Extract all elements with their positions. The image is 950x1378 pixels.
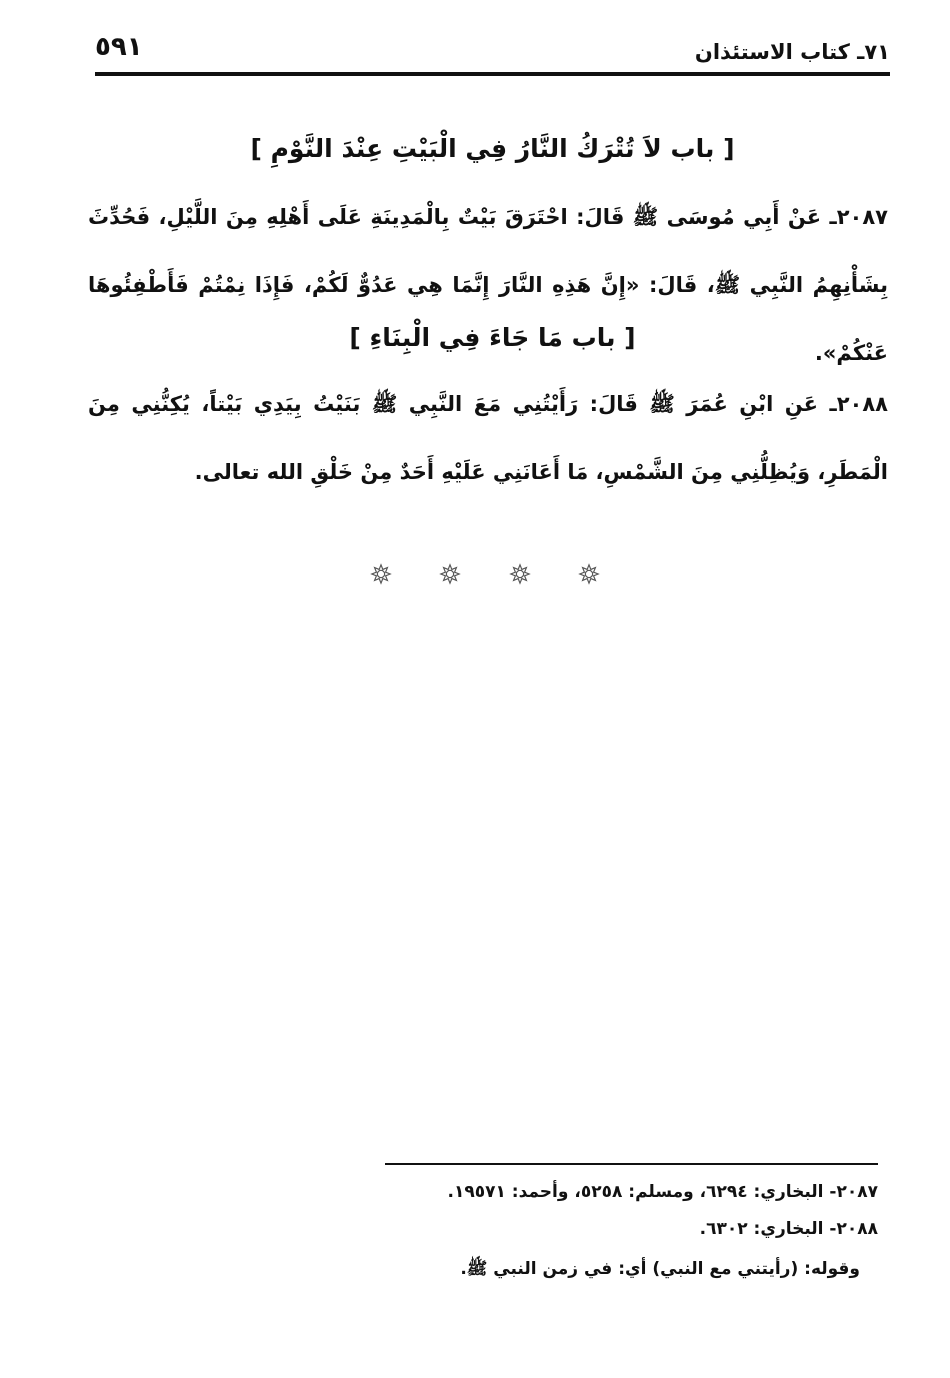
footnote-2087: ٢٠٨٧- البخاري: ٦٢٩٤، ومسلم: ٥٢٥٨، وأحمد: ١٩٥٧١. (447, 1182, 878, 1202)
flower-ornament-icon (370, 563, 392, 585)
hadith-2087 (88, 183, 888, 387)
section-divider (370, 560, 600, 588)
chapter-heading-building: [ باب مَا جَاءَ فِي الْبِنَاءِ ] (349, 323, 636, 352)
footnote-rule (385, 1163, 878, 1165)
footnote-explanation: وقوله: (رأيتني مع النبي) أي: في زمن النبي ﷺ. (460, 1259, 860, 1279)
running-title: ٧١ـ كتاب الاستئذان (694, 40, 890, 64)
header-rule (95, 72, 890, 76)
page-header (95, 26, 890, 72)
flower-ornament-icon (578, 563, 600, 585)
footnote-2088: ٢٠٨٨- البخاري: ٦٣٠٢. (699, 1219, 878, 1239)
flower-ornament-icon (509, 563, 531, 585)
page-number: ٥٩١ (95, 32, 143, 62)
chapter-heading-fire: [ باب لاَ تُتْرَكُ النَّارُ فِي الْبَيْتِ عِنْدَ النَّوْمِ ] (250, 134, 735, 163)
hadith-text: عَنِ ابْنِ عُمَرَ ﷺ قَالَ: رَأَيْتُنِي مَعَ النَّبِي ﷺ بَنَيْتُ بِيَدِي بَيْتاً، يُكِنُّنِي مِنَ الْمَطَرِ، وَيُظِلُّنِي مِنَ الشَّمْسِ، مَا أَعَانَنِي عَلَيْهِ أَحَدٌ مِنْ خَلْقِ الله تعالى. (88, 392, 888, 484)
flower-ornament-icon (439, 563, 461, 585)
hadith-number: ٢٠٨٨ـ (829, 392, 888, 416)
hadith-number: ٢٠٨٧ـ (829, 205, 888, 229)
hadith-text: عَنْ أَبِي مُوسَى ﷺ قَالَ: احْتَرَقَ بَيْتٌ بِالْمَدِينَةِ عَلَى أَهْلِهِ مِنَ اللَّيْلِ، فَحُدِّثَ بِشَأْنِهِمُ النَّبِي ﷺ، قَالَ: «إِنَّ هَذِهِ النَّارَ إِنَّمَا هِي عَدُوٌّ لَكُمْ، فَإِذَا نِمْتُمْ فَأَطْفِئُوهَا عَنْكُمْ». (88, 205, 888, 365)
hadith-2088 (88, 370, 888, 506)
